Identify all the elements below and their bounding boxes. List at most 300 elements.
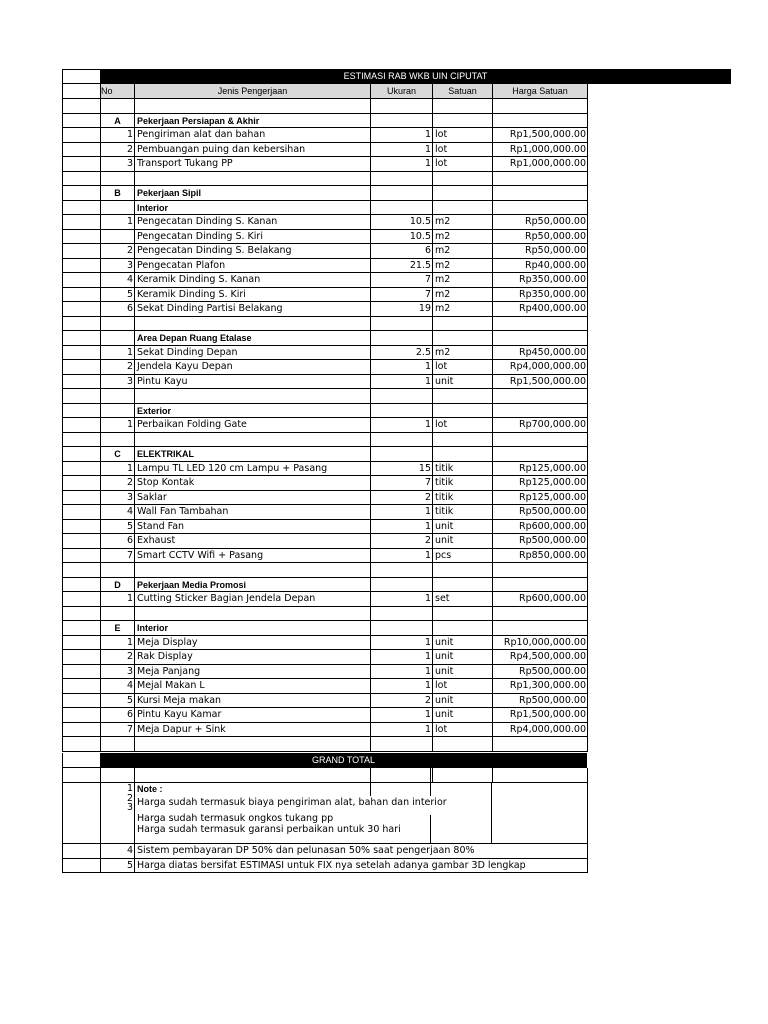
blank-cell	[62, 768, 100, 783]
price-cell	[492, 737, 588, 752]
blank-cell	[62, 723, 100, 738]
blank-cell	[62, 259, 100, 274]
blank-cell	[62, 476, 100, 491]
unit-cell	[432, 447, 492, 462]
no-cell	[100, 331, 134, 346]
no-cell: 2	[100, 476, 134, 491]
table-row	[62, 230, 587, 245]
unit-cell	[432, 201, 492, 216]
qty-cell: 1	[370, 520, 432, 535]
note-num-3: 3	[126, 802, 133, 813]
no-cell	[100, 607, 134, 622]
qty-cell	[370, 563, 432, 578]
unit-cell	[432, 404, 492, 419]
no-cell	[100, 404, 134, 419]
blank-cell	[492, 768, 588, 783]
price-cell: Rp1,500,000.00	[492, 708, 588, 723]
unit-cell: unit	[432, 520, 492, 535]
table-row	[62, 650, 587, 665]
price-cell: Rp500,000.00	[492, 694, 588, 709]
no-cell: 4	[100, 679, 134, 694]
desc-cell: Pembuangan puing dan kebersihan	[134, 143, 370, 158]
blank-cell	[62, 737, 100, 752]
qty-cell: 10.5	[370, 215, 432, 230]
qty-cell: 1	[370, 636, 432, 651]
unit-cell	[432, 172, 492, 187]
unit-cell	[432, 331, 492, 346]
table-row	[62, 302, 587, 317]
desc-cell	[134, 607, 370, 622]
unit-cell: unit	[432, 665, 492, 680]
desc-cell	[134, 317, 370, 332]
price-cell: Rp50,000.00	[492, 230, 588, 245]
unit-cell: lot	[432, 143, 492, 158]
no-cell: 2	[100, 650, 134, 665]
no-cell: 1	[100, 418, 134, 433]
no-cell: 5	[100, 520, 134, 535]
qty-cell	[370, 99, 432, 114]
blank-cell	[62, 505, 100, 520]
no-cell: 4	[100, 505, 134, 520]
table-row	[62, 592, 587, 607]
qty-cell	[370, 172, 432, 187]
note-grid-line	[370, 768, 371, 796]
qty-cell: 2.5	[370, 346, 432, 361]
blank-cell	[62, 447, 100, 462]
qty-cell	[370, 433, 432, 448]
no-cell: 7	[100, 723, 134, 738]
unit-cell: m2	[432, 273, 492, 288]
price-cell	[492, 172, 588, 187]
no-cell: 1	[100, 592, 134, 607]
grand-total-left-cell	[62, 753, 100, 768]
header-no: No	[100, 84, 134, 99]
unit-cell	[432, 433, 492, 448]
desc-cell: Stand Fan	[134, 520, 370, 535]
header-harga: Harga Satuan	[492, 84, 588, 99]
blank-cell	[62, 549, 100, 564]
no-cell	[100, 563, 134, 578]
price-cell	[492, 607, 588, 622]
corner-cell	[62, 69, 100, 84]
table-row	[62, 708, 587, 723]
blank-cell	[62, 418, 100, 433]
qty-cell	[370, 578, 432, 593]
table-row	[62, 505, 587, 520]
qty-cell: 1	[370, 665, 432, 680]
note-grid-line	[491, 783, 492, 844]
table-row	[62, 636, 587, 651]
no-cell	[100, 317, 134, 332]
unit-cell	[432, 621, 492, 636]
unit-cell	[432, 563, 492, 578]
price-cell	[492, 99, 588, 114]
no-cell: 7	[100, 549, 134, 564]
price-cell: Rp4,500,000.00	[492, 650, 588, 665]
qty-cell: 1	[370, 157, 432, 172]
blank-cell	[62, 201, 100, 216]
desc-cell: Pengecatan Dinding S. Kiri	[134, 230, 370, 245]
unit-cell: titik	[432, 476, 492, 491]
desc-cell: Meja Panjang	[134, 665, 370, 680]
desc-cell	[134, 563, 370, 578]
no-cell: 3	[100, 665, 134, 680]
unit-cell: pcs	[432, 549, 492, 564]
table-row	[62, 346, 587, 361]
desc-cell: Cutting Sticker Bagian Jendela Depan	[134, 592, 370, 607]
blank-cell	[62, 143, 100, 158]
note-num-2: 2	[126, 793, 133, 804]
qty-cell	[370, 331, 432, 346]
header-ukuran: Ukuran	[370, 84, 432, 99]
blank-cell	[62, 650, 100, 665]
blank-cell	[62, 708, 100, 723]
desc-cell: Pengecatan Plafon	[134, 259, 370, 274]
no-cell: 5	[100, 694, 134, 709]
header-row	[62, 84, 587, 99]
price-cell: Rp350,000.00	[492, 273, 588, 288]
no-cell: 2	[100, 244, 134, 259]
blank-cell	[370, 768, 432, 783]
table-row	[62, 534, 587, 549]
price-cell: Rp450,000.00	[492, 346, 588, 361]
price-cell	[492, 563, 588, 578]
price-cell: Rp500,000.00	[492, 534, 588, 549]
unit-cell: unit	[432, 650, 492, 665]
blank-cell	[62, 844, 100, 859]
blank-cell	[62, 375, 100, 390]
no-cell: A	[100, 114, 134, 129]
blank-cell	[62, 592, 100, 607]
unit-cell	[432, 737, 492, 752]
unit-cell: m2	[432, 288, 492, 303]
section-row	[62, 447, 587, 462]
blank-cell	[62, 244, 100, 259]
unit-cell	[432, 186, 492, 201]
unit-cell: unit	[432, 694, 492, 709]
blank-cell	[432, 768, 492, 783]
price-cell: Rp500,000.00	[492, 505, 588, 520]
unit-cell: m2	[432, 230, 492, 245]
blank-cell	[62, 346, 100, 361]
subsection-row	[62, 331, 587, 346]
desc-cell: Pekerjaan Media Promosi	[134, 578, 370, 593]
table-row	[62, 215, 587, 230]
table-row	[62, 520, 587, 535]
blank-cell	[62, 360, 100, 375]
unit-cell: m2	[432, 259, 492, 274]
desc-cell: Keramik Dinding S. Kanan	[134, 273, 370, 288]
qty-cell: 1	[370, 549, 432, 564]
section-row	[62, 114, 587, 129]
desc-cell: Pekerjaan Persiapan & Akhir	[134, 114, 370, 129]
blank-cell	[62, 491, 100, 506]
section-row	[62, 186, 587, 201]
no-cell: 6	[100, 534, 134, 549]
desc-cell: Pekerjaan Sipil	[134, 186, 370, 201]
desc-cell: Wall Fan Tambahan	[134, 505, 370, 520]
blank-row	[62, 317, 587, 332]
qty-cell: 2	[370, 694, 432, 709]
no-cell: 3	[100, 491, 134, 506]
note-heading: Note :	[137, 784, 163, 794]
blank-cell	[62, 157, 100, 172]
desc-cell: Transport Tukang PP	[134, 157, 370, 172]
blank-cell	[62, 462, 100, 477]
unit-cell: m2	[432, 244, 492, 259]
blank-row-after-total	[62, 768, 587, 783]
price-cell	[492, 433, 588, 448]
qty-cell: 21.5	[370, 259, 432, 274]
desc-cell: Area Depan Ruang Etalase	[134, 331, 370, 346]
table-row	[62, 360, 587, 375]
table-row	[62, 157, 587, 172]
qty-cell: 1	[370, 143, 432, 158]
qty-cell: 1	[370, 418, 432, 433]
desc-cell: Exhaust	[134, 534, 370, 549]
blank-cell	[62, 679, 100, 694]
header-blank-cell	[62, 84, 100, 99]
no-cell: 2	[100, 360, 134, 375]
price-cell	[492, 186, 588, 201]
desc-cell: Pintu Kayu Kamar	[134, 708, 370, 723]
blank-cell	[62, 230, 100, 245]
blank-cell	[134, 768, 370, 783]
table-row	[62, 259, 587, 274]
qty-cell	[370, 114, 432, 129]
table-row	[62, 462, 587, 477]
unit-cell: lot	[432, 679, 492, 694]
desc-cell: Pengecatan Dinding S. Belakang	[134, 244, 370, 259]
blank-row	[62, 563, 587, 578]
desc-cell	[134, 737, 370, 752]
desc-cell: Saklar	[134, 491, 370, 506]
unit-cell: titik	[432, 505, 492, 520]
no-cell: 4	[100, 273, 134, 288]
unit-cell: unit	[432, 375, 492, 390]
blank-row	[62, 433, 587, 448]
blank-cell	[62, 433, 100, 448]
unit-cell	[432, 578, 492, 593]
desc-cell: Mejal Makan L	[134, 679, 370, 694]
blank-cell	[62, 636, 100, 651]
no-cell: D	[100, 578, 134, 593]
blank-cell	[62, 534, 100, 549]
desc-cell: Meja Display	[134, 636, 370, 651]
no-cell: 1	[100, 128, 134, 143]
section-row	[62, 578, 587, 593]
qty-cell: 7	[370, 476, 432, 491]
qty-cell	[370, 621, 432, 636]
desc-cell: Pintu Kayu	[134, 375, 370, 390]
desc-cell: Rak Display	[134, 650, 370, 665]
desc-cell: Pengecatan Dinding S. Kanan	[134, 215, 370, 230]
price-cell: Rp350,000.00	[492, 288, 588, 303]
blank-cell	[62, 317, 100, 332]
price-cell: Rp500,000.00	[492, 665, 588, 680]
unit-cell: unit	[432, 636, 492, 651]
price-cell: Rp4,000,000.00	[492, 723, 588, 738]
desc-cell: Stop Kontak	[134, 476, 370, 491]
qty-cell: 1	[370, 375, 432, 390]
table-row	[62, 679, 587, 694]
no-cell: 3	[100, 375, 134, 390]
qty-cell: 2	[370, 534, 432, 549]
price-cell: Rp1,000,000.00	[492, 157, 588, 172]
qty-cell: 6	[370, 244, 432, 259]
blank-cell	[62, 520, 100, 535]
desc-cell: Sekat Dinding Partisi Belakang	[134, 302, 370, 317]
desc-cell	[134, 172, 370, 187]
table-row	[62, 476, 587, 491]
price-cell: Rp40,000.00	[492, 259, 588, 274]
qty-cell: 7	[370, 288, 432, 303]
subsection-row	[62, 201, 587, 216]
blank-cell	[62, 215, 100, 230]
note-num-5: 5	[100, 859, 134, 874]
no-cell	[100, 433, 134, 448]
price-cell: Rp1,500,000.00	[492, 128, 588, 143]
notes-block	[62, 783, 587, 844]
blank-cell	[62, 186, 100, 201]
desc-cell: Perbaikan Folding Gate	[134, 418, 370, 433]
blank-cell	[62, 114, 100, 129]
note-grid-line	[430, 768, 431, 796]
qty-cell	[370, 389, 432, 404]
no-cell: 1	[100, 462, 134, 477]
price-cell	[492, 404, 588, 419]
desc-cell: Smart CCTV Wifi + Pasang	[134, 549, 370, 564]
unit-cell: titik	[432, 491, 492, 506]
unit-cell: titik	[432, 462, 492, 477]
price-cell: Rp4,000,000.00	[492, 360, 588, 375]
price-cell: Rp10,000,000.00	[492, 636, 588, 651]
price-cell	[492, 447, 588, 462]
unit-cell: unit	[432, 708, 492, 723]
desc-cell	[134, 99, 370, 114]
blank-cell	[62, 273, 100, 288]
no-cell: 2	[100, 143, 134, 158]
no-cell: B	[100, 186, 134, 201]
blank-row	[62, 172, 587, 187]
qty-cell	[370, 186, 432, 201]
no-cell	[100, 737, 134, 752]
qty-cell	[370, 607, 432, 622]
blank-cell	[62, 621, 100, 636]
no-cell	[100, 389, 134, 404]
qty-cell: 10.5	[370, 230, 432, 245]
blank-row	[62, 737, 587, 752]
blank-cell	[62, 302, 100, 317]
unit-cell: lot	[432, 128, 492, 143]
sheet-title: ESTIMASI RAB WKB UIN CIPUTAT	[100, 69, 731, 84]
desc-cell: Lampu TL LED 120 cm Lampu + Pasang	[134, 462, 370, 477]
blank-cell	[62, 404, 100, 419]
note-line-2: Harga sudah termasuk ongkos tukang pp	[137, 813, 334, 824]
table-row	[62, 143, 587, 158]
header-satuan: Satuan	[432, 84, 492, 99]
unit-cell: m2	[432, 215, 492, 230]
note-line-1: Harga sudah termasuk biaya pengiriman alat, bahan dan interior	[137, 797, 447, 808]
unit-cell	[432, 389, 492, 404]
desc-cell: Pengiriman alat dan bahan	[134, 128, 370, 143]
table-row	[62, 665, 587, 680]
desc-cell: Sekat Dinding Depan	[134, 346, 370, 361]
qty-cell: 1	[370, 592, 432, 607]
unit-cell	[432, 114, 492, 129]
qty-cell: 1	[370, 679, 432, 694]
desc-cell: Exterior	[134, 404, 370, 419]
blank-cell	[62, 128, 100, 143]
qty-cell	[370, 317, 432, 332]
price-cell: Rp50,000.00	[492, 244, 588, 259]
price-cell: Rp1,500,000.00	[492, 375, 588, 390]
header-jenis: Jenis Pengerjaan	[134, 84, 370, 99]
blank-row	[62, 99, 587, 114]
table-row	[62, 418, 587, 433]
table-row	[62, 244, 587, 259]
table-row	[62, 288, 587, 303]
price-cell: Rp125,000.00	[492, 462, 588, 477]
unit-cell: m2	[432, 346, 492, 361]
blank-cell	[62, 172, 100, 187]
no-cell: 6	[100, 302, 134, 317]
note-grid-line	[430, 815, 431, 844]
no-cell: C	[100, 447, 134, 462]
unit-cell: lot	[432, 157, 492, 172]
desc-cell: Interior	[134, 201, 370, 216]
blank-cell	[62, 99, 100, 114]
blank-cell	[62, 288, 100, 303]
qty-cell: 1	[370, 723, 432, 738]
blank-cell	[62, 563, 100, 578]
no-cell	[100, 172, 134, 187]
section-row	[62, 621, 587, 636]
table-row	[62, 723, 587, 738]
price-cell: Rp125,000.00	[492, 476, 588, 491]
note-line-5: Harga diatas bersifat ESTIMASI untuk FIX nya setelah adanya gambar 3D lengkap	[134, 859, 588, 874]
no-cell	[100, 230, 134, 245]
price-cell: Rp850,000.00	[492, 549, 588, 564]
price-cell	[492, 578, 588, 593]
price-cell: Rp600,000.00	[492, 592, 588, 607]
grand-total-bar: GRAND TOTAL	[100, 753, 587, 768]
subsection-row	[62, 404, 587, 419]
qty-cell: 1	[370, 505, 432, 520]
desc-cell: Kursi Meja makan	[134, 694, 370, 709]
price-cell	[492, 389, 588, 404]
no-cell: 5	[100, 288, 134, 303]
price-cell	[492, 317, 588, 332]
price-cell: Rp700,000.00	[492, 418, 588, 433]
desc-cell	[134, 433, 370, 448]
no-cell	[100, 201, 134, 216]
unit-cell: m2	[432, 302, 492, 317]
qty-cell: 1	[370, 708, 432, 723]
blank-cell	[62, 665, 100, 680]
note-row-4	[62, 844, 587, 859]
table-row	[62, 128, 587, 143]
desc-cell	[134, 389, 370, 404]
desc-cell: Jendela Kayu Depan	[134, 360, 370, 375]
qty-cell: 1	[370, 128, 432, 143]
price-cell	[492, 331, 588, 346]
note-row-5	[62, 859, 587, 874]
unit-cell	[432, 607, 492, 622]
no-cell: 6	[100, 708, 134, 723]
price-cell: Rp50,000.00	[492, 215, 588, 230]
price-cell	[492, 114, 588, 129]
